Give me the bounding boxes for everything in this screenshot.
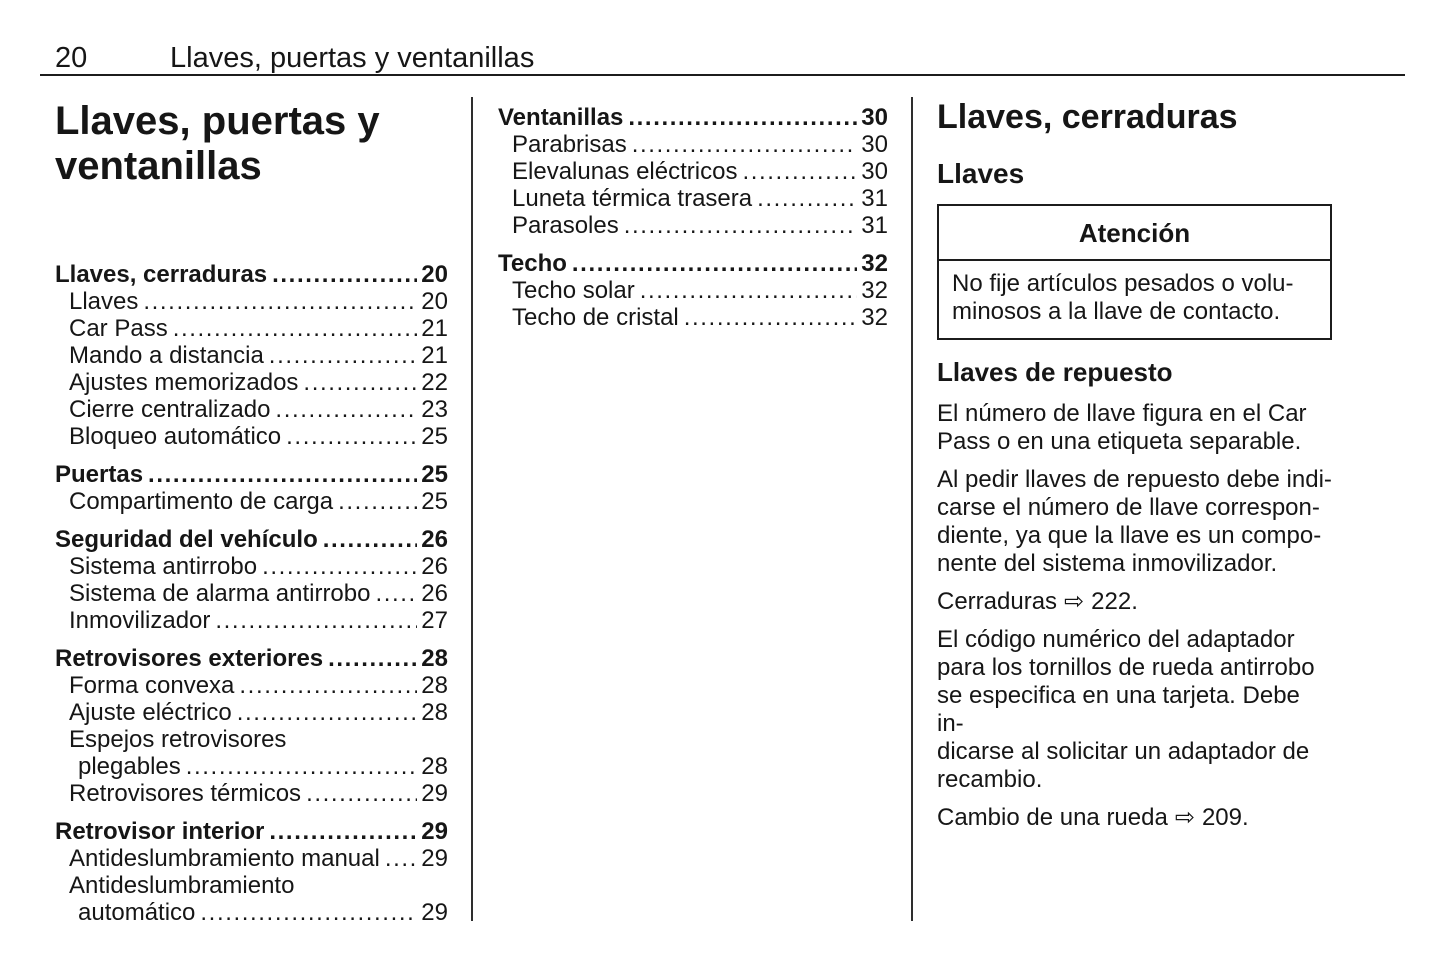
toc-entry-label: Techo [498, 250, 567, 277]
toc-entry-label: Sistema de alarma antirrobo [69, 580, 371, 607]
toc-row [69, 899, 448, 926]
toc-list-2 [498, 104, 888, 331]
toc-entry[interactable] [55, 580, 448, 607]
toc-entry-label: Parabrisas [512, 131, 627, 158]
toc-entry[interactable] [55, 423, 448, 450]
toc-row [69, 369, 448, 396]
toc-entry-label: Compartimento de carga [69, 488, 334, 515]
toc-column-1 [55, 97, 448, 926]
toc-page-number: 29 [421, 899, 448, 926]
toc-row [69, 607, 448, 634]
toc-entry[interactable] [55, 461, 448, 488]
toc-leader-dots [323, 526, 418, 553]
toc-row [512, 304, 888, 331]
toc-row [55, 645, 448, 672]
toc-entry[interactable] [498, 185, 888, 212]
toc-leader-dots [306, 780, 417, 807]
toc-entry[interactable] [55, 780, 448, 807]
toc-page-number: 32 [861, 250, 888, 277]
toc-row [55, 261, 448, 288]
toc-entry-label: Retrovisor interior [55, 818, 265, 845]
toc-page-number: 29 [421, 780, 448, 807]
toc-page-number: 32 [861, 304, 888, 331]
toc-row [512, 212, 888, 239]
paragraph [937, 466, 1332, 578]
toc-entry-label: Antideslumbramiento [69, 872, 295, 899]
toc-entry[interactable] [55, 872, 448, 926]
toc-row [69, 396, 448, 423]
toc-entry-label: Parasoles [512, 212, 619, 239]
cross-reference-label: Cerraduras [937, 588, 1058, 615]
toc-leader-dots [628, 104, 857, 131]
toc-entry[interactable] [55, 726, 448, 780]
toc-page-number: 26 [421, 526, 448, 553]
toc-row [69, 553, 448, 580]
caution-box-title: Atención [939, 206, 1330, 261]
toc-list-1 [55, 261, 448, 926]
toc-entry-label: Antideslumbramiento manual [69, 845, 380, 872]
paragraph-line: dicarse al solicitar un adaptador de [937, 738, 1310, 765]
toc-leader-dots [624, 212, 858, 239]
toc-leader-dots [215, 607, 417, 634]
cross-reference-page: 209. [1201, 804, 1249, 831]
toc-row [69, 672, 448, 699]
column-divider-2 [911, 97, 913, 921]
toc-page-number: 30 [861, 158, 888, 185]
toc-entry-label: Espejos retrovisores [69, 726, 287, 753]
paragraph-line: nente del sistema inmovilizador. [937, 550, 1278, 577]
toc-row [69, 780, 448, 807]
toc-page-number: 28 [421, 753, 448, 780]
toc-entry[interactable] [55, 526, 448, 553]
toc-entry-label: Puertas [55, 461, 144, 488]
toc-row [512, 131, 888, 158]
toc-entry-label: Mando a distancia [69, 342, 264, 369]
toc-entry[interactable] [498, 158, 888, 185]
toc-entry[interactable] [55, 699, 448, 726]
toc-entry-label: Llaves [69, 288, 139, 315]
toc-page-number: 23 [421, 396, 448, 423]
toc-entry-label: Forma convexa [69, 672, 235, 699]
toc-leader-dots [237, 699, 418, 726]
toc-leader-dots [269, 342, 418, 369]
toc-page-number: 31 [861, 212, 888, 239]
paragraph-line: Pass o en una etiqueta separable. [937, 428, 1302, 455]
toc-page-number: 21 [421, 315, 448, 342]
paragraph-line: diente, ya que la llave es un compo- [937, 522, 1322, 549]
caution-box [937, 204, 1332, 340]
toc-entry[interactable] [498, 304, 888, 331]
toc-entry-label: Luneta térmica trasera [512, 185, 753, 212]
toc-entry[interactable] [55, 342, 448, 369]
toc-entry-label: Techo solar [512, 277, 635, 304]
toc-entry-label: Ajuste eléctrico [69, 699, 232, 726]
toc-leader-dots [148, 461, 417, 488]
cross-reference-page: 222. [1091, 588, 1138, 615]
toc-leader-dots [572, 250, 857, 277]
toc-leader-dots [328, 645, 417, 672]
toc-entry-label: plegables [78, 753, 181, 780]
toc-row [69, 845, 448, 872]
toc-page-number: 26 [421, 553, 448, 580]
paragraph-line: recambio. [937, 766, 1043, 793]
toc-row [55, 461, 448, 488]
toc-entry[interactable] [55, 818, 448, 845]
toc-leader-dots [272, 261, 417, 288]
toc-row [512, 158, 888, 185]
toc-row [55, 526, 448, 553]
toc-entry-label: Llaves, cerraduras [55, 261, 268, 288]
cross-reference-arrow-icon: ⇨ [1174, 804, 1195, 831]
cross-reference-link[interactable] [937, 804, 1332, 832]
toc-leader-dots [200, 899, 417, 926]
toc-page-number: 20 [421, 288, 448, 315]
toc-row [69, 699, 448, 726]
toc-column-2 [498, 97, 888, 331]
toc-entry[interactable] [55, 672, 448, 699]
caution-box-text [939, 261, 1330, 338]
toc-leader-dots [338, 488, 417, 515]
toc-row [498, 250, 888, 277]
toc-page-number: 29 [421, 818, 448, 845]
toc-entry-label: Retrovisores exteriores [55, 645, 324, 672]
cross-reference-arrow-icon: ⇨ [1064, 588, 1085, 615]
toc-row [512, 185, 888, 212]
toc-entry[interactable] [55, 488, 448, 515]
toc-page-number: 20 [421, 261, 448, 288]
toc-leader-dots [757, 185, 857, 212]
toc-page-number: 28 [421, 645, 448, 672]
toc-leader-dots [684, 304, 858, 331]
toc-entry-label: Inmovilizador [69, 607, 211, 634]
toc-entry[interactable] [55, 607, 448, 634]
toc-entry-label: Seguridad del vehículo [55, 526, 318, 553]
toc-row [69, 580, 448, 607]
section-heading: Llaves de repuesto [937, 357, 1173, 387]
toc-row [69, 488, 448, 515]
paragraph [937, 400, 1332, 456]
paragraph-line: para los tornillos de rueda antirrobo [937, 654, 1315, 681]
toc-entry[interactable] [55, 369, 448, 396]
toc-page-number: 30 [861, 104, 888, 131]
toc-entry-label: Retrovisores térmicos [69, 780, 302, 807]
header-rule [40, 74, 1405, 76]
toc-page-number: 32 [861, 277, 888, 304]
toc-leader-dots [173, 315, 418, 342]
content-blocks [937, 400, 1332, 832]
toc-chapter-title: Llaves, puertas y ventanillas [55, 99, 380, 188]
toc-entry-label: Ajustes memorizados [69, 369, 299, 396]
toc-leader-dots [239, 672, 417, 699]
toc-entry[interactable] [55, 288, 448, 315]
toc-entry[interactable] [55, 396, 448, 423]
toc-page-number: 25 [421, 461, 448, 488]
caution-text-line: No fije artículos pesados o volu- [952, 270, 1294, 297]
toc-entry-label: Bloqueo automático [69, 423, 282, 450]
content-heading: Llaves, cerraduras [937, 98, 1238, 136]
toc-page-number: 25 [421, 423, 448, 450]
toc-entry[interactable] [55, 645, 448, 672]
content-subheading: Llaves [937, 158, 1025, 189]
toc-entry[interactable] [55, 845, 448, 872]
cross-reference-link[interactable] [937, 588, 1332, 616]
toc-entry[interactable] [498, 212, 888, 239]
toc-row [69, 753, 448, 780]
toc-row [69, 288, 448, 315]
toc-entry[interactable] [498, 131, 888, 158]
toc-row [69, 315, 448, 342]
paragraph [937, 626, 1332, 794]
toc-entry-label: Ventanillas [498, 104, 624, 131]
toc-page-number: 22 [421, 369, 448, 396]
toc-leader-dots [632, 131, 858, 158]
toc-leader-dots [286, 423, 417, 450]
toc-leader-dots [262, 553, 417, 580]
column-divider-1 [471, 97, 473, 921]
toc-entry-label: Car Pass [69, 315, 168, 342]
paragraph-line: carse el número de llave correspon- [937, 494, 1320, 521]
toc-leader-dots [186, 753, 418, 780]
toc-leader-dots [742, 158, 857, 185]
toc-leader-dots [640, 277, 858, 304]
toc-entry[interactable] [498, 250, 888, 277]
chapter-title: Llaves, puertas y ventanillas [170, 42, 535, 74]
toc-page-number: 29 [421, 845, 448, 872]
page-number: 20 [55, 42, 88, 74]
paragraph-line: El número de llave figura en el Car [937, 400, 1307, 427]
toc-entry[interactable] [55, 315, 448, 342]
paragraph-line: se especifica en una tarjeta. Debe in- [937, 682, 1300, 737]
paragraph-line: Al pedir llaves de repuesto debe indi- [937, 466, 1332, 493]
toc-entry-label: Cierre centralizado [69, 396, 271, 423]
toc-page-number: 27 [421, 607, 448, 634]
toc-row [69, 342, 448, 369]
caution-text-line: minosos a la llave de contacto. [952, 298, 1281, 325]
toc-leader-dots [385, 845, 417, 872]
toc-page-number: 21 [421, 342, 448, 369]
toc-entry[interactable] [498, 277, 888, 304]
toc-row [498, 104, 888, 131]
toc-leader-dots [375, 580, 417, 607]
toc-entry-label: Elevalunas eléctricos [512, 158, 738, 185]
toc-page-number: 30 [861, 131, 888, 158]
toc-row [512, 277, 888, 304]
toc-leader-dots [303, 369, 417, 396]
toc-entry[interactable] [498, 104, 888, 131]
page-header [55, 42, 1405, 74]
toc-entry-label: Techo de cristal [512, 304, 679, 331]
toc-leader-dots [269, 818, 417, 845]
toc-leader-dots [143, 288, 417, 315]
toc-page-number: 26 [421, 580, 448, 607]
toc-entry-label: automático [78, 899, 196, 926]
toc-entry[interactable] [55, 261, 448, 288]
paragraph-line: El código numérico del adaptador [937, 626, 1295, 653]
toc-row [69, 423, 448, 450]
toc-page-number: 25 [421, 488, 448, 515]
toc-leader-dots [275, 396, 417, 423]
toc-page-number: 28 [421, 699, 448, 726]
toc-page-number: 28 [421, 672, 448, 699]
toc-entry-label: Sistema antirrobo [69, 553, 258, 580]
content-column [937, 97, 1332, 842]
toc-row [55, 818, 448, 845]
toc-entry[interactable] [55, 553, 448, 580]
cross-reference-label: Cambio de una rueda [937, 804, 1168, 831]
toc-page-number: 31 [861, 185, 888, 212]
